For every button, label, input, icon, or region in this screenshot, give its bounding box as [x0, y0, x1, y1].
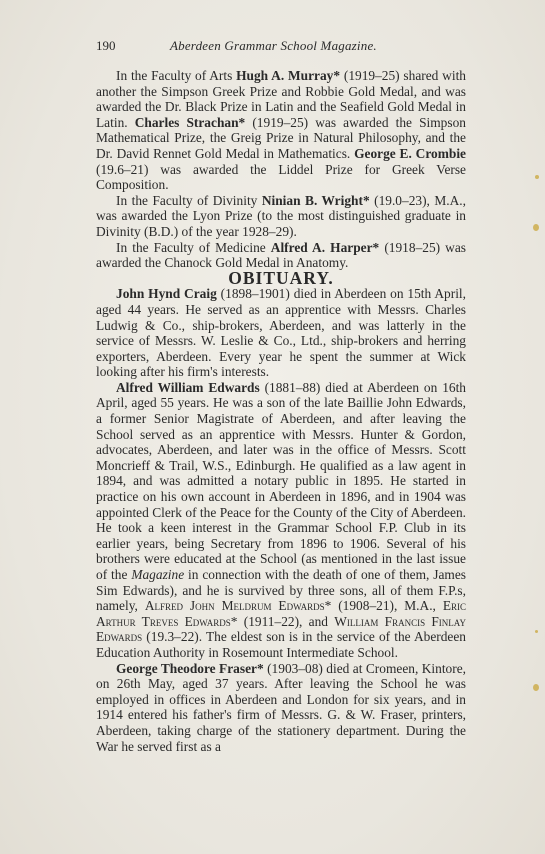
obituary-craig [96, 286, 466, 380]
text-run: (19.6–21) was awarded the Liddel Prize for Greek Verse Composition. [96, 161, 466, 193]
text-run: (1919–25) shared with another the Simpson Greek Prize and Robbie Gold Medal, and was awarded the Dr. Black Prize in Latin and the Seafield Gold Medal in Latin. [96, 68, 466, 130]
text-run: In the Faculty of Divinity [116, 192, 262, 208]
son-name: William Francis Finlay Edwards [96, 613, 466, 645]
text-run: (1918–25) was awarded the Chanock Gold Medal in Anatomy. [96, 239, 467, 271]
page-body [96, 68, 466, 754]
person-name: John Hynd Craig [116, 286, 217, 302]
running-title: Aberdeen Grammar School Magazine. [170, 38, 377, 53]
text-run: In the Faculty of Medicine [116, 239, 271, 255]
page-header [96, 38, 476, 54]
prize-paragraph-divinity [96, 193, 466, 240]
son-name: Eric Arthur Treves Edwards* [96, 598, 466, 629]
person-name: Ninian B. Wright* [261, 192, 370, 208]
obituary-edwards [96, 380, 466, 661]
page-speck [533, 224, 539, 231]
page-number: 190 [96, 38, 116, 53]
page-speck [535, 630, 538, 633]
obituary-heading: OBITUARY. [228, 267, 334, 288]
text-run: (1911–22), and [237, 613, 335, 629]
text-run: (19.3–22). The eldest son is in the service of the Aberdeen Education Authority in Rosemount Intermediate School. [96, 629, 466, 660]
person-name: Charles Strachan* [134, 114, 246, 130]
page-speck [533, 684, 539, 691]
text-run: (1881–88) died at Aberdeen on 16th April, aged 55 years. He was a son of the late Baillie John Edwards, a former Senior Magistrate of Aberdeen, and after leaving the School served as an apprentice with Messrs. Hunter & Gordon, advocates, Aberdeen, and later was in the office of Messrs. Scott Moncrieff & Trail, W.S., Edinburgh. He qualified as a law agent in 1894, and was admitted a notary public in 1895. He started in practice on his own account in Aberdeen in 1896, and in 1904 was appointed Clerk of the Peace for the County of the City of Aberdeen. He took a keen interest in the Grammar School F.P. Club in its earlier years, being Secretary from 1896 to 1906. Several of his brothers were educated at the School (as mentioned in the last issue of the [96, 379, 467, 582]
person-name: Alfred A. Harper* [270, 239, 380, 255]
person-name: Alfred William Edwards [116, 379, 260, 395]
page-speck [535, 175, 539, 179]
text-run: (1919–25) was awarded the Simpson Mathematical Prize, the Greig Prize in Natural Philosophy, and the Dr. David Rennet Gold Medal in Mathematics. [96, 114, 466, 161]
text-run: (19.0–23), M.A., was awarded the Lyon Prize (to the most distinguished graduate in Divinity (B.D.) of the year 1928–29). [96, 192, 466, 239]
prize-paragraph-medicine [96, 240, 466, 271]
text-run: (1908–21), M.A., [331, 598, 443, 614]
text-run: (1898–1901) died in Aberdeen on 15th April, aged 44 years. He served as an apprentice with Messrs. Charles Ludwig & Co., ship-brokers, Aberdeen, and was latterly in the service of Messrs. W. Leslie & Co., Ltd., ship-brokers and herring exporters, Aberdeen. Every year he spent the summer at Wick looking after his firm's interests. [96, 286, 466, 380]
obituary-fraser [96, 661, 466, 755]
text-run: In the Faculty of Arts [116, 68, 237, 83]
person-name: George Theodore Fraser* [116, 660, 264, 676]
son-name: Alfred John Meldrum Edwards* [144, 598, 332, 614]
text-run: (1903–08) died at Cromeen, Kintore, on 26th May, aged 37 years. After leaving the School he was employed in offices in Aberdeen and London for six years, and in 1914 entered his father's firm of Messrs. G. & W. Fraser, printers, Aberdeen, taking charge of the stationery department. During the War he served first as a [96, 660, 466, 754]
text-run: in connection with the death of one of them, James Sim Edwards), and he is survived by three sons, all of them F.P.s, namely, [96, 567, 466, 614]
prize-paragraph-arts [96, 68, 466, 193]
magazine-title: Magazine [131, 567, 185, 582]
person-name: George E. Crombie [354, 145, 466, 161]
person-name: Hugh A. Murray* [236, 68, 341, 83]
